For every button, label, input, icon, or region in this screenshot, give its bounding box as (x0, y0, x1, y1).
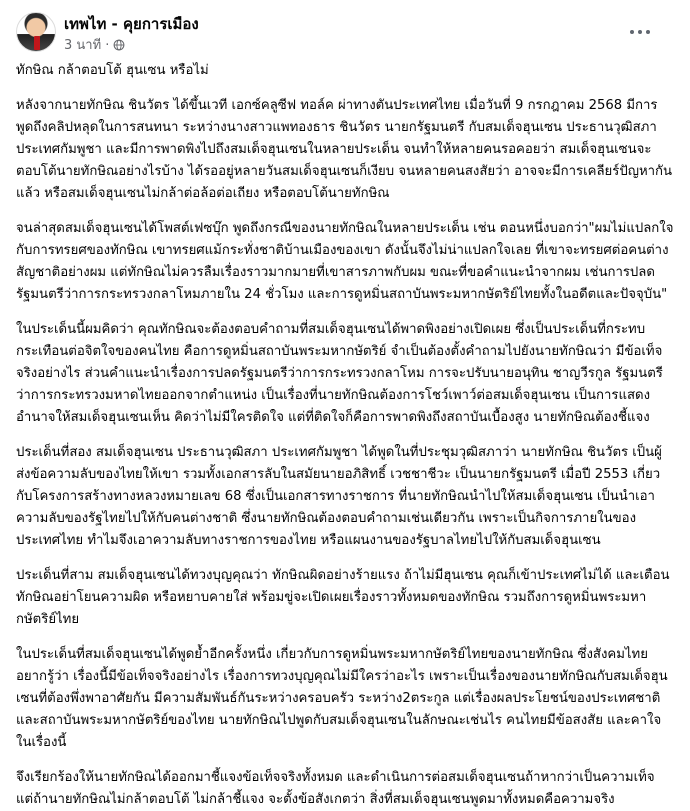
more-options-button[interactable] (622, 20, 658, 44)
post-paragraph: ประเด็นที่สาม สมเด็จฮุนเซนได้ทวงบุญคุณว่า ทักษิณผิดอย่างร้ายแรง ถ้าไม่มีฮุนเซน คุณก็เข้าประเทศไม่ได้ และเตือนทักษิณอย่าโยนความผิด หรือหยาบคายใส่ พร้อมขู่จะเปิดเผยเรื่องราวทั้งหมดของทักษิณ รวมถึงการดูหมิ่นพระมหากษัตริย์ไทย (16, 568, 670, 627)
more-horizontal-icon (638, 30, 642, 34)
post-meta (64, 34, 125, 55)
post-paragraph: ในประเด็นนี้ผมคิดว่า คุณทักษิณจะต้องตอบคำถามที่สมเด็จฮุนเซนได้พาดพิงอย่างเปิดเผย ซึ่งเป็นประเด็นที่กระทบกระเทือนต่อจิตใจของคนไทย คือการดูหมิ่นสถาบันพระมหากษัตริย์ จำเป็นต้องตั้งคำถามไปยังนายทักษิณว่า มีข้อเท็จจริงอย่างไร ส่วนคำแนะนำเรื่องการปลดรัฐมนตรีว่าการกระทรวงกลาโหม การจะปรับนายอนุทิน ชาญวีรกูล รัฐมนตรีว่าการกระทรวงมหาดไทยออกจากตำแหน่ง เป็นเรื่องที่นายทักษิณต้องการโชว์เพาว์ต่อสมเด็จฮุนเซน เป็นการแสดงอำนาจให้สมเด็จฮุนเซนเห็น คิดว่าไม่มีใครติดใจ แต่ที่ติดใจก็คือการพาดพิงถึงสถาบันเบื้องสูง นายทักษิณต้องชี้แจง (16, 322, 663, 425)
post-body (16, 60, 674, 811)
post-paragraph: จึงเรียกร้องให้นายทักษิณได้ออกมาชี้แจงข้อเท็จจริงทั้งหมด และดำเนินการต่อสมเด็จฮุนเซนถ้าหากว่าเป็นความเท็จ แต่ถ้านายทักษิณไม่กล้าตอบโต้ ไม่กล้าชี้แจง จะตั้งข้อสังเกตว่า สิ่งที่สมเด็จฮุนเซนพูดมาทั้งหมดคือความจริง (16, 770, 655, 807)
post-timestamp[interactable]: 3 นาที · (64, 38, 110, 53)
more-horizontal-icon (646, 30, 650, 34)
globe-icon[interactable] (113, 39, 125, 51)
post-paragraph: จนล่าสุดสมเด็จฮุนเซนได้โพสต์เฟซบุ๊ก พูดถึงกรณีของนายทักษิณในหลายประเด็น เช่น ตอนหนึ่งบอกว่า"ผมไม่แปลกใจกับการทรยศของทักษิณ เขาทรยศแม้กระทั่งชาติบ้านเมืองของเขา ดังนั้นจึงไม่น่าแปลกใจเลย ที่เขาจะทรยศต่อคนต่างสัญชาติอย่างผม แต่ทักษิณไม่ควรลืมเรื่องราวมากมายที่เขาสารภาพกับผม ขณะที่ขอคำแนะนำจากผม เช่นการปลดรัฐมนตรีว่าการกระทรวงกลาโหมภายใน 24 ชั่วโมง และการดูหมิ่นสถาบันพระมหากษัตริย์ไทยทั้งในอดีตและปัจจุบัน" (16, 221, 674, 302)
post-paragraph: ประเด็นที่สอง สมเด็จฮุนเซน ประธานวุฒิสภา ประเทศกัมพูชา ได้พูดในที่ประชุมวุฒิสภาว่า นายทักษิณ ชินวัตร เป็นผู้ส่งข้อความลับของไทยให้เขา รวมทั้งเอกสารลับในสมัยนายอภิสิทธิ์ เวชชาชีวะ เป็นนายกรัฐมนตรี เมื่อปี 2553 เกี่ยวกับโครงการสร้างทางหลวงหมายเลข 68 ซึ่งเป็นเอกสารทางราชการ ที่นายทักษิณนำไปให้สมเด็จฮุนเซน เป็นนำเอาความลับของรัฐไทยไปให้กับคนต่างชาติ ซึ่งนายทักษิณต้องตอบคำถามเช่นเดียวกัน เพราะเป็นกิจการภายในของประเทศไทย ทำไมจึงเอาความลับทางราชการของไทย หรือแผนงานของรัฐบาลไทยไปให้กับสมเด็จฮุนเซน (16, 445, 662, 548)
author-name[interactable]: เทพไท - คุยการเมือง (64, 15, 199, 33)
post-header (16, 0, 674, 56)
avatar-tie-graphic (34, 36, 40, 50)
post-title-line: ทักษิณ กล้าตอบโต้ ฮุนเซน หรือไม่ (16, 63, 209, 78)
post-paragraph: ในประเด็นที่สมเด็จฮุนเซนได้พูดย้ำอีกครั้งหนึ่ง เกี่ยวกับการดูหมิ่นพระมหากษัตริย์ไทยของนายทักษิณ ซึ่งสังคมไทยอยากรู้ว่า เรื่องนี้มีข้อเท็จจริงอย่างไร เรื่องการทวงบุญคุณไม่มีใครว่าอะไร เพราะเป็นเรื่องของนายทักษิณกับสมเด็จฮุนเซนที่ต้องพึ่งพาอาศัยกัน มีความสัมพันธ์กันระหว่างครอบครัว ระหว่าง2ตระกูล แต่เรื่องผลประโยชน์ของประเทศชาติ และสถาบันพระมหากษัตริย์ของไทย นายทักษิณไปพูดกับสมเด็จฮุนเซนในลักษณะเช่นไร คนไทยมีข้อสงสัย และคาใจในเรื่องนี้ (16, 647, 668, 750)
post-paragraph: หลังจากนายทักษิณ ชินวัตร ได้ขึ้นเวที เอกซ์คลูซีฟ ทอล์ค ผ่าทางตันประเทศไทย เมื่อวันที่ 9 กรกฎาคม 2568 มีการพูดถึงคลิปหลุดในการสนทนา ระหว่างนางสาวแพทองธาร ชินวัตร นายกรัฐมนตรี กับสมเด็จฮุนเซน ประธานวุฒิสภา ประเทศกัมพูชา และมีการพาดพิงไปถึงสมเด็จฮุนเซนในหลายประเด็น จนทำให้หลายคนรอคอยว่า สมเด็จฮุนเซนจะตอบโต้นายทักษิณอย่างไรบ้าง ได้รออยู่หลายวันสมเด็จฮุนเซนก็เงียบ จนหลายคนสงสัยว่า อาจจะมีการเคลียร์ปัญหากันแล้ว หรือสมเด็จฮุนเซนไม่กล้าต่อล้อต่อเถียง หรือตอบโต้นายทักษิณ (16, 98, 673, 201)
author-avatar[interactable] (16, 12, 56, 52)
more-horizontal-icon (630, 30, 634, 34)
